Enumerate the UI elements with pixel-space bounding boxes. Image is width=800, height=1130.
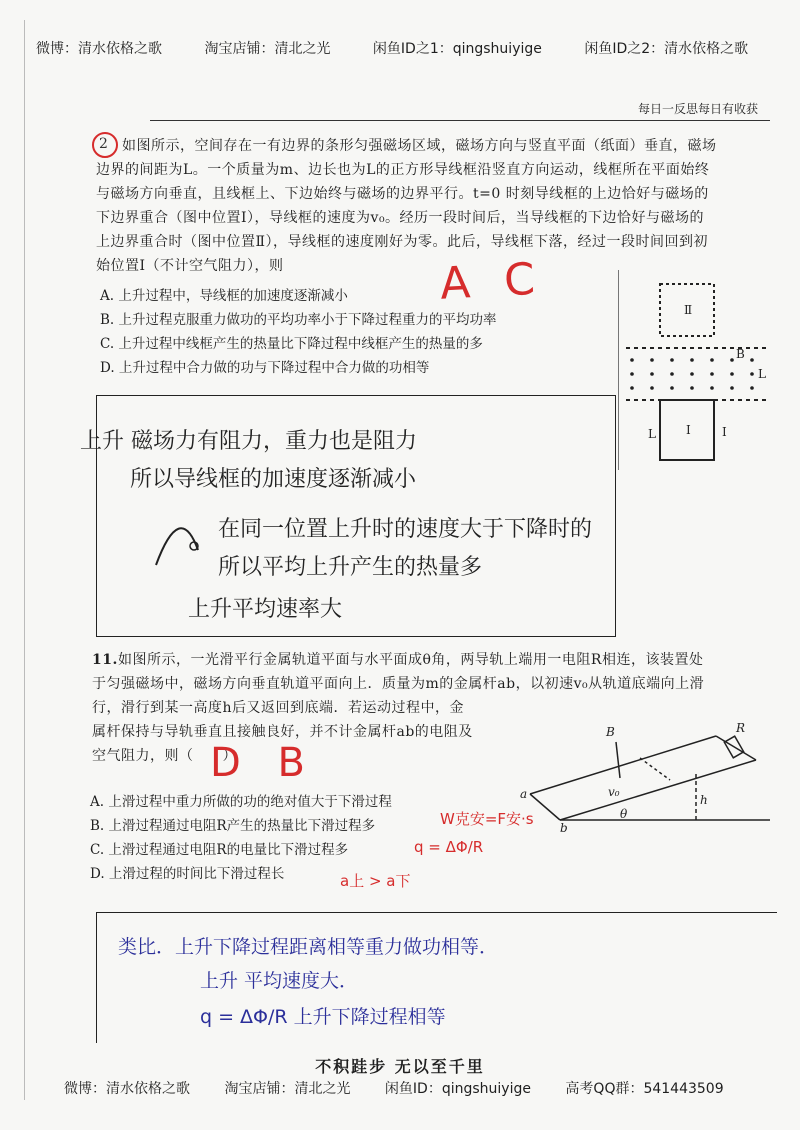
q11-choice-d: D. 上滑过程的时间比下滑过程长	[90, 866, 285, 882]
q11-stem-first	[118, 648, 703, 672]
q11-handwritten-answer: D B	[210, 740, 317, 786]
label-velocity-marker: Ⅰ	[722, 425, 727, 439]
q11-stem-line: 行，滑行到某一高度h后又返回到底端．若运动过程中，金	[92, 700, 465, 716]
q11-choice-a: A. 上滑过程中重力所做的功的绝对值大于下滑过程	[90, 794, 392, 810]
q11-choice-b: B. 上滑过程通过电阻R产生的热量比下滑过程多	[90, 818, 376, 834]
header-rule	[150, 120, 770, 121]
q2-stem-line: 边界的间距为L。一个质量为m、边长也为L的正方形导线框沿竖直方向运动，线框所在平面始终	[96, 162, 710, 178]
q11-inclined-rail-figure	[520, 714, 776, 832]
label-b: b	[560, 821, 568, 832]
q2-note-line: 上升 磁场力有阻力，重力也是阻力	[80, 429, 417, 454]
q2-stem-line: 上边界重合时（图中位置Ⅱ），导线框的速度刚好为零。此后，导线框下落，经过一段时间回到初	[96, 234, 709, 250]
q2-stem-line: 与磁场方向垂直，且线框上、下边始终与磁场的边界平行。t=0 时刻导线框的上边恰好与磁场的	[96, 186, 709, 202]
q2-trajectory-sketch	[150, 510, 210, 570]
watermark-xianyu-1: 闲鱼ID之1：qingshuiyige	[372, 41, 542, 57]
footer-weibo: 微博：清水依格之歌	[64, 1081, 190, 1097]
q2-note-line: 上升平均速率大	[188, 597, 343, 622]
page-header: 每日一反思每日有收获	[637, 102, 758, 116]
q2-choice-a: A. 上升过程中，导线框的加速度逐渐减小	[100, 288, 348, 304]
q2-stem-rest	[96, 158, 776, 278]
q11-stem-line: 属杆保持与导轨垂直且接触良好，并不计金属杆ab的电阻及	[92, 724, 473, 740]
q2-choice-b: B. 上升过程克服重力做功的平均功率小于下降过程重力的平均功率	[100, 312, 497, 328]
label-field-b: B	[606, 725, 615, 739]
label-resistor-r: R	[736, 721, 746, 735]
q2-stem-line: 始位置Ⅰ（不计空气阻力），则	[96, 258, 284, 274]
q2-choices	[100, 284, 497, 380]
q11-stem-line: 空气阻力，则（ ）	[92, 748, 237, 764]
q2-stem-line: 如图所示，空间存在一有边界的条形匀强磁场区域，磁场方向与竖直平面（纸面）垂直，磁场	[122, 138, 717, 154]
label-theta: θ	[620, 807, 628, 821]
footer-xianyu: 闲鱼ID：qingshuiyige	[384, 1081, 531, 1097]
label-position-1: Ⅰ	[686, 423, 691, 437]
footer-taobao: 淘宝店铺：清北之光	[224, 1081, 351, 1097]
label-gap-l: L	[758, 367, 766, 381]
page-binding-line	[24, 20, 25, 1100]
q2-choice-c: C. 上升过程中线框产生的热量比下降过程中线框产生的热量的多	[100, 336, 483, 352]
q11-choice-c: C. 上滑过程通过电阻R的电量比下滑过程多	[90, 842, 349, 858]
label-position-2: Ⅱ	[684, 303, 693, 317]
label-a: a	[520, 787, 528, 801]
q2-stem-line: 下边界重合（图中位置Ⅰ），导线框的速度为v₀。经历一段时间后，当导线框的下边恰好与磁场的	[96, 210, 705, 226]
q11-note-line: 上升 平均速度大．	[200, 970, 359, 992]
q11-stem-line: 于匀强磁场中，磁场方向垂直轨道平面向上．质量为m的金属杆ab，以初速v₀从轨道底端向上滑	[92, 676, 705, 692]
q2-note-line: 所以平均上升产生的热量多	[218, 555, 483, 580]
q2-handwritten-answer: A C	[438, 253, 547, 310]
q11-stem-second	[92, 672, 704, 696]
top-watermark	[36, 38, 784, 58]
label-side-l: L	[648, 427, 656, 441]
footer-watermark	[64, 1078, 754, 1098]
motto: 不积跬步 无以至千里	[315, 1057, 485, 1076]
q2-stem	[122, 134, 782, 158]
magnetic-field-dots	[630, 358, 754, 390]
q11-note-line: q = ΔΦ/R 上升下降过程相等	[200, 1006, 446, 1028]
label-v0: v₀	[608, 785, 620, 799]
footer-qq-group: 高考QQ群：541443509	[565, 1081, 724, 1097]
q2-note-line: 在同一位置上升时的速度大于下降时的	[218, 517, 593, 542]
q2-magnetic-field-figure	[618, 270, 778, 470]
q11-stem-line: 如图所示，一光滑平行金属轨道平面与水平面成θ角，两导轨上端用一电阻R相连，该装置处	[118, 652, 704, 668]
q11-note-line: 类比．上升下降过程距离相等重力做功相等．	[118, 936, 499, 958]
watermark-xianyu-2: 闲鱼ID之2：清水依格之歌	[584, 41, 749, 57]
q2-number: 2	[99, 136, 108, 152]
q11-note-d: a上 > a下	[340, 872, 411, 890]
q11-note-c: q = ΔΦ/R	[414, 838, 484, 856]
watermark-weibo: 微博：清水依格之歌	[36, 41, 162, 57]
label-h: h	[700, 793, 708, 807]
q11-note-b: W克安=F安·s	[440, 810, 534, 828]
q2-note-line: 所以导线框的加速度逐渐减小	[130, 467, 417, 492]
q11-number: 11.	[92, 652, 118, 668]
label-field-b: B	[736, 347, 745, 361]
q2-choice-d: D. 上升过程中合力做的功与下降过程中合力做的功相等	[100, 360, 430, 376]
watermark-taobao: 淘宝店铺：清北之光	[204, 41, 331, 57]
